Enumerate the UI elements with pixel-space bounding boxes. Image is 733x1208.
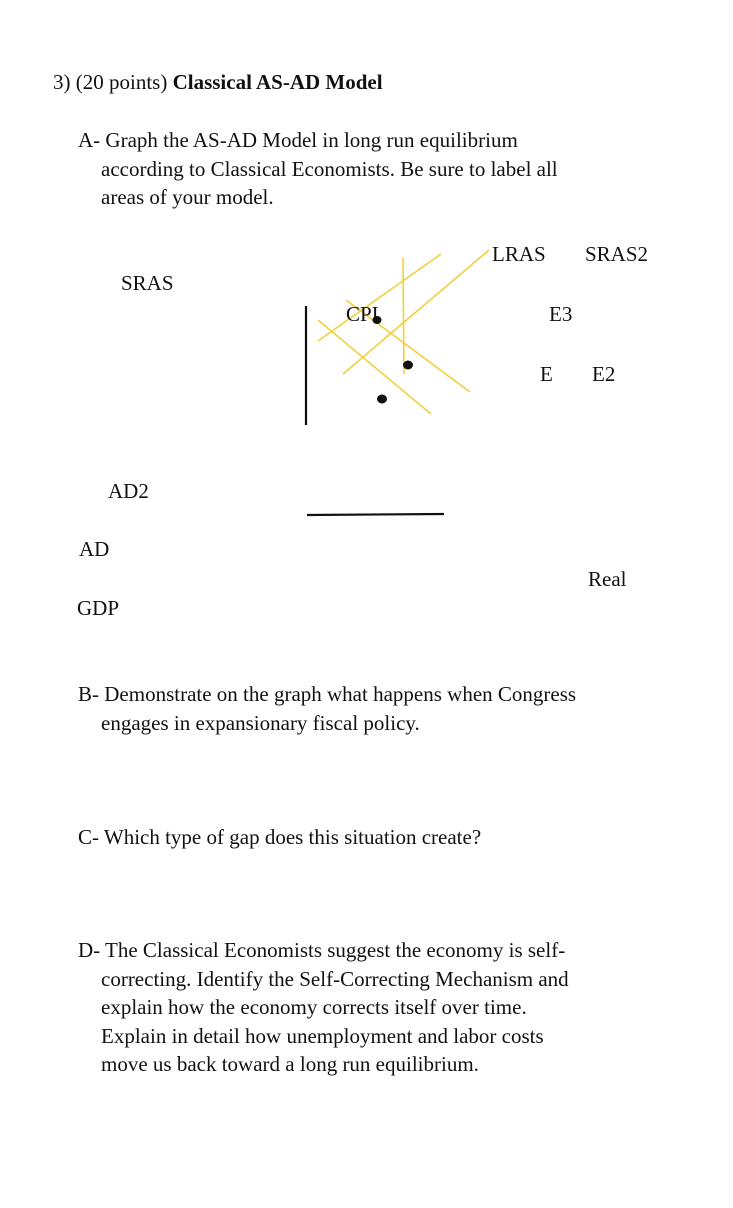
part-b-line-2: engages in expansionary fiscal policy. xyxy=(101,710,420,735)
question-number: 3) xyxy=(53,70,71,94)
sketch-line-lras-vertical xyxy=(403,258,404,374)
label-e3: E3 xyxy=(549,302,573,326)
part-a-line-1: A- Graph the AS-AD Model in long run equilibrium xyxy=(78,128,518,152)
part-c-line-1: C- Which type of gap does this situation create? xyxy=(78,825,482,849)
label-e: E xyxy=(540,362,553,386)
part-a-line-2: according to Classical Economists. Be sure to label all xyxy=(101,156,558,181)
question-title: Classical AS-AD Model xyxy=(172,70,383,94)
part-d-line-3: explain how the economy corrects itself over time. xyxy=(101,995,527,1019)
equilibrium-dot-e xyxy=(377,395,387,404)
label-real: Real xyxy=(588,567,627,591)
part-d-line-2: correcting. Identify the Self-Correcting Mechanism and xyxy=(101,966,569,991)
part-d-line-5: move us back toward a long run equilibrium. xyxy=(101,1052,479,1076)
question-points: (20 points) xyxy=(75,70,168,94)
label-ad: AD xyxy=(79,537,110,561)
part-d-line-4: Explain in detail how unemployment and labor costs xyxy=(101,1023,544,1048)
equilibrium-dot-e2 xyxy=(403,361,413,370)
sketch-line-sras xyxy=(318,254,441,341)
part-b-line-1: B- Demonstrate on the graph what happens when Congress xyxy=(78,682,577,706)
label-lras: LRAS xyxy=(492,242,546,266)
label-gdp: GDP xyxy=(77,596,120,620)
label-sras2: SRAS2 xyxy=(585,242,649,266)
label-e2: E2 xyxy=(592,362,616,386)
part-c xyxy=(78,823,678,852)
sketch-line-ad xyxy=(318,320,431,414)
label-sras: SRAS xyxy=(121,271,174,295)
label-ad2: AD2 xyxy=(108,479,149,503)
part-b xyxy=(78,680,678,737)
part-d-line-1: D- The Classical Economists suggest the economy is self- xyxy=(78,938,566,962)
part-d xyxy=(78,936,678,1079)
part-a-line-3: areas of your model. xyxy=(101,185,274,209)
quantity-axis xyxy=(307,514,444,515)
label-cpi: CPI xyxy=(346,302,379,326)
